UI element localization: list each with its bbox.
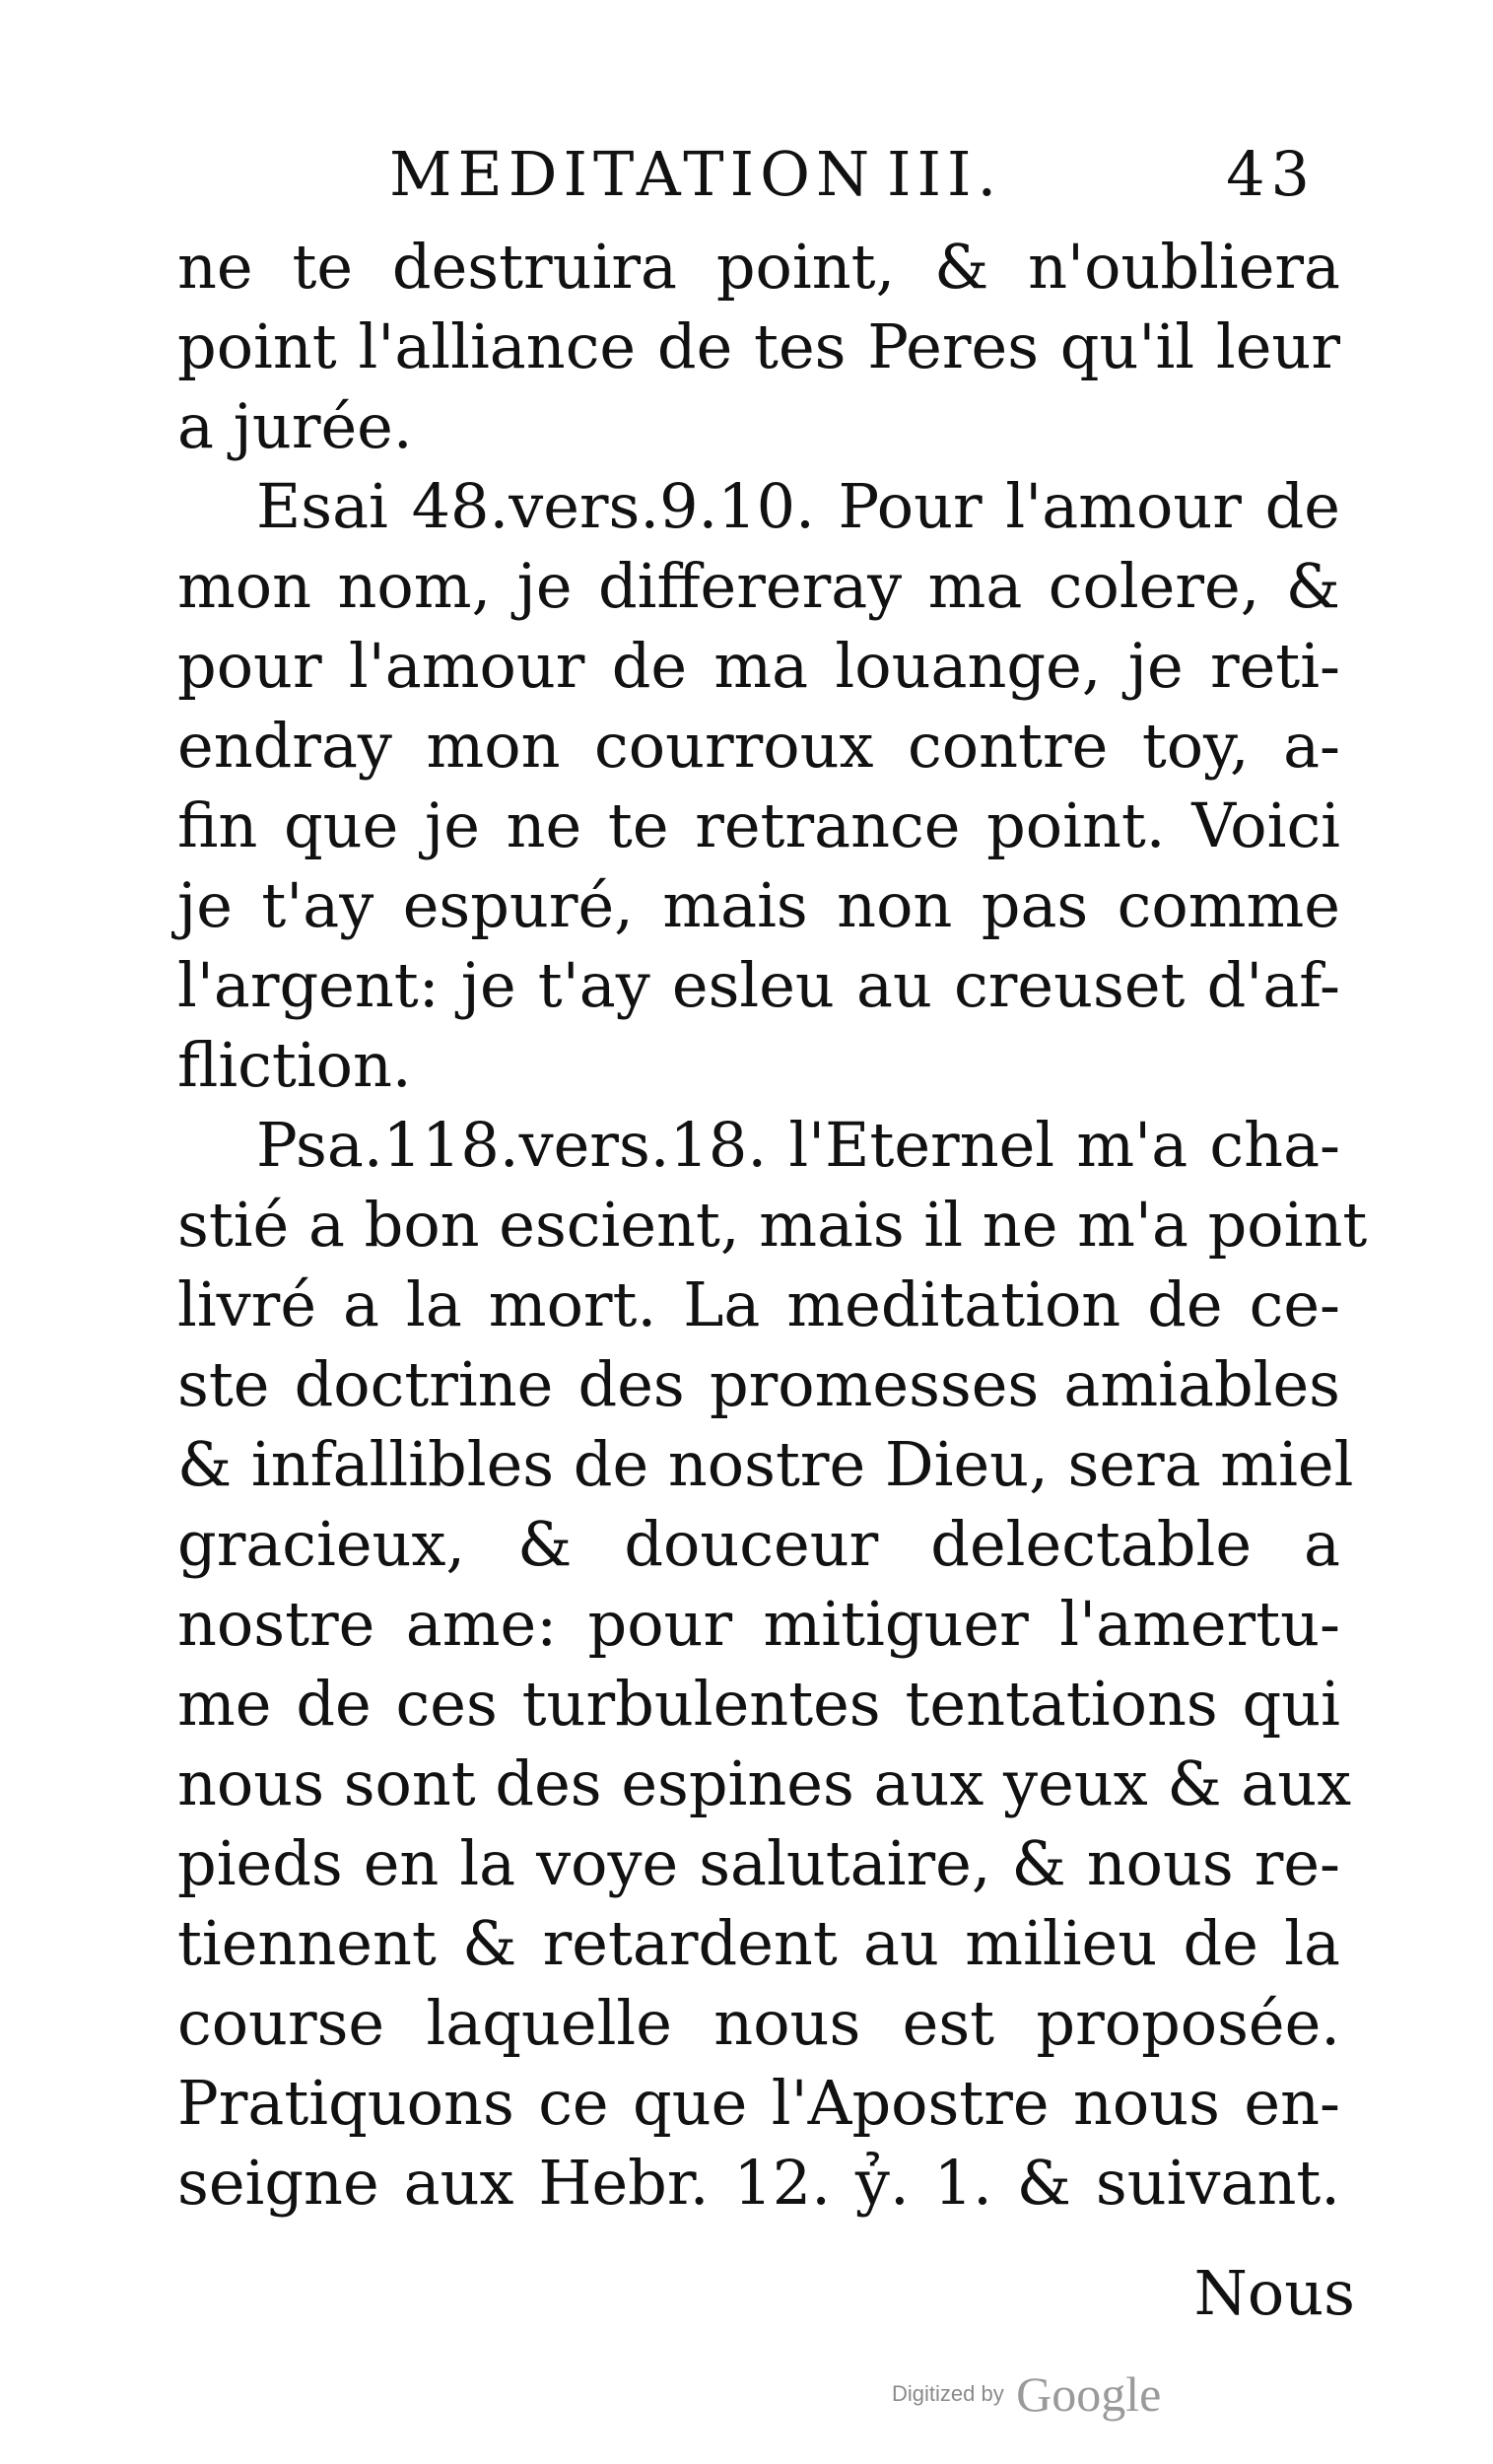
- text-line: Psa.118.vers.18. l'Eternel m'a cha-: [256, 1109, 1340, 1181]
- running-header: [389, 138, 1316, 217]
- text-line: fin que je ne te retrance point. Voici: [177, 789, 1340, 861]
- text-line: ne te destruira point, & n'oubliera: [177, 231, 1340, 303]
- text-line: a jurée.: [177, 390, 413, 462]
- text-line: l'argent: je t'ay esleu au creuset d'af-: [177, 949, 1340, 1021]
- text-line: Pratiquons ce que l'Apostre nous en-: [177, 2067, 1340, 2139]
- text-line: gracieux, & douceur delectable a: [177, 1508, 1340, 1580]
- text-line: me de ces turbulentes tentations qui: [177, 1668, 1340, 1740]
- text-line: livré a la mort. La meditation de ce-: [177, 1268, 1340, 1340]
- text-line: mon nom, je differeray ma colere, &: [177, 550, 1340, 622]
- text-line: nostre ame: pour mitiguer l'amertu-: [177, 1588, 1340, 1660]
- text-line: fliction.: [177, 1029, 412, 1101]
- text-line: pieds en la voye salutaire, & nous re-: [177, 1827, 1340, 1899]
- text-line: Esai 48.vers.9.10. Pour l'amour de: [256, 470, 1340, 542]
- header-title: MEDITATION: [389, 138, 876, 210]
- text-line: point l'alliance de tes Peres qu'il leur: [177, 310, 1340, 382]
- text-line: course laquelle nous est proposée.: [177, 1987, 1340, 2059]
- body-text: [177, 227, 1368, 2223]
- watermark-prefix: Digitized by: [892, 2381, 1004, 2406]
- text-line: & infallibles de nostre Dieu, sera miel: [177, 1428, 1354, 1500]
- text-line: nous sont des espines aux yeux & aux: [177, 1747, 1352, 1819]
- catchword: Nous: [1193, 2257, 1355, 2329]
- text-line: ste doctrine des promesses amiables: [177, 1348, 1340, 1420]
- watermark-brand: Google: [1016, 2366, 1162, 2422]
- text-line: stié a bon escient, mais il ne m'a point: [177, 1189, 1368, 1261]
- text-line: pour l'amour de ma louange, je reti-: [177, 630, 1340, 702]
- text-line: seigne aux Hebr. 12. ỷ. 1. & suivant.: [177, 2147, 1340, 2219]
- digitized-watermark: [892, 2365, 1161, 2423]
- text-line: tiennent & retardent au milieu de la: [177, 1907, 1340, 1979]
- page-number: 43: [1226, 138, 1316, 210]
- text-line: endray mon courroux contre toy, a-: [177, 710, 1340, 782]
- meditation-number: III.: [887, 138, 1003, 210]
- text-line: je t'ay espuré, mais non pas comme: [177, 869, 1340, 941]
